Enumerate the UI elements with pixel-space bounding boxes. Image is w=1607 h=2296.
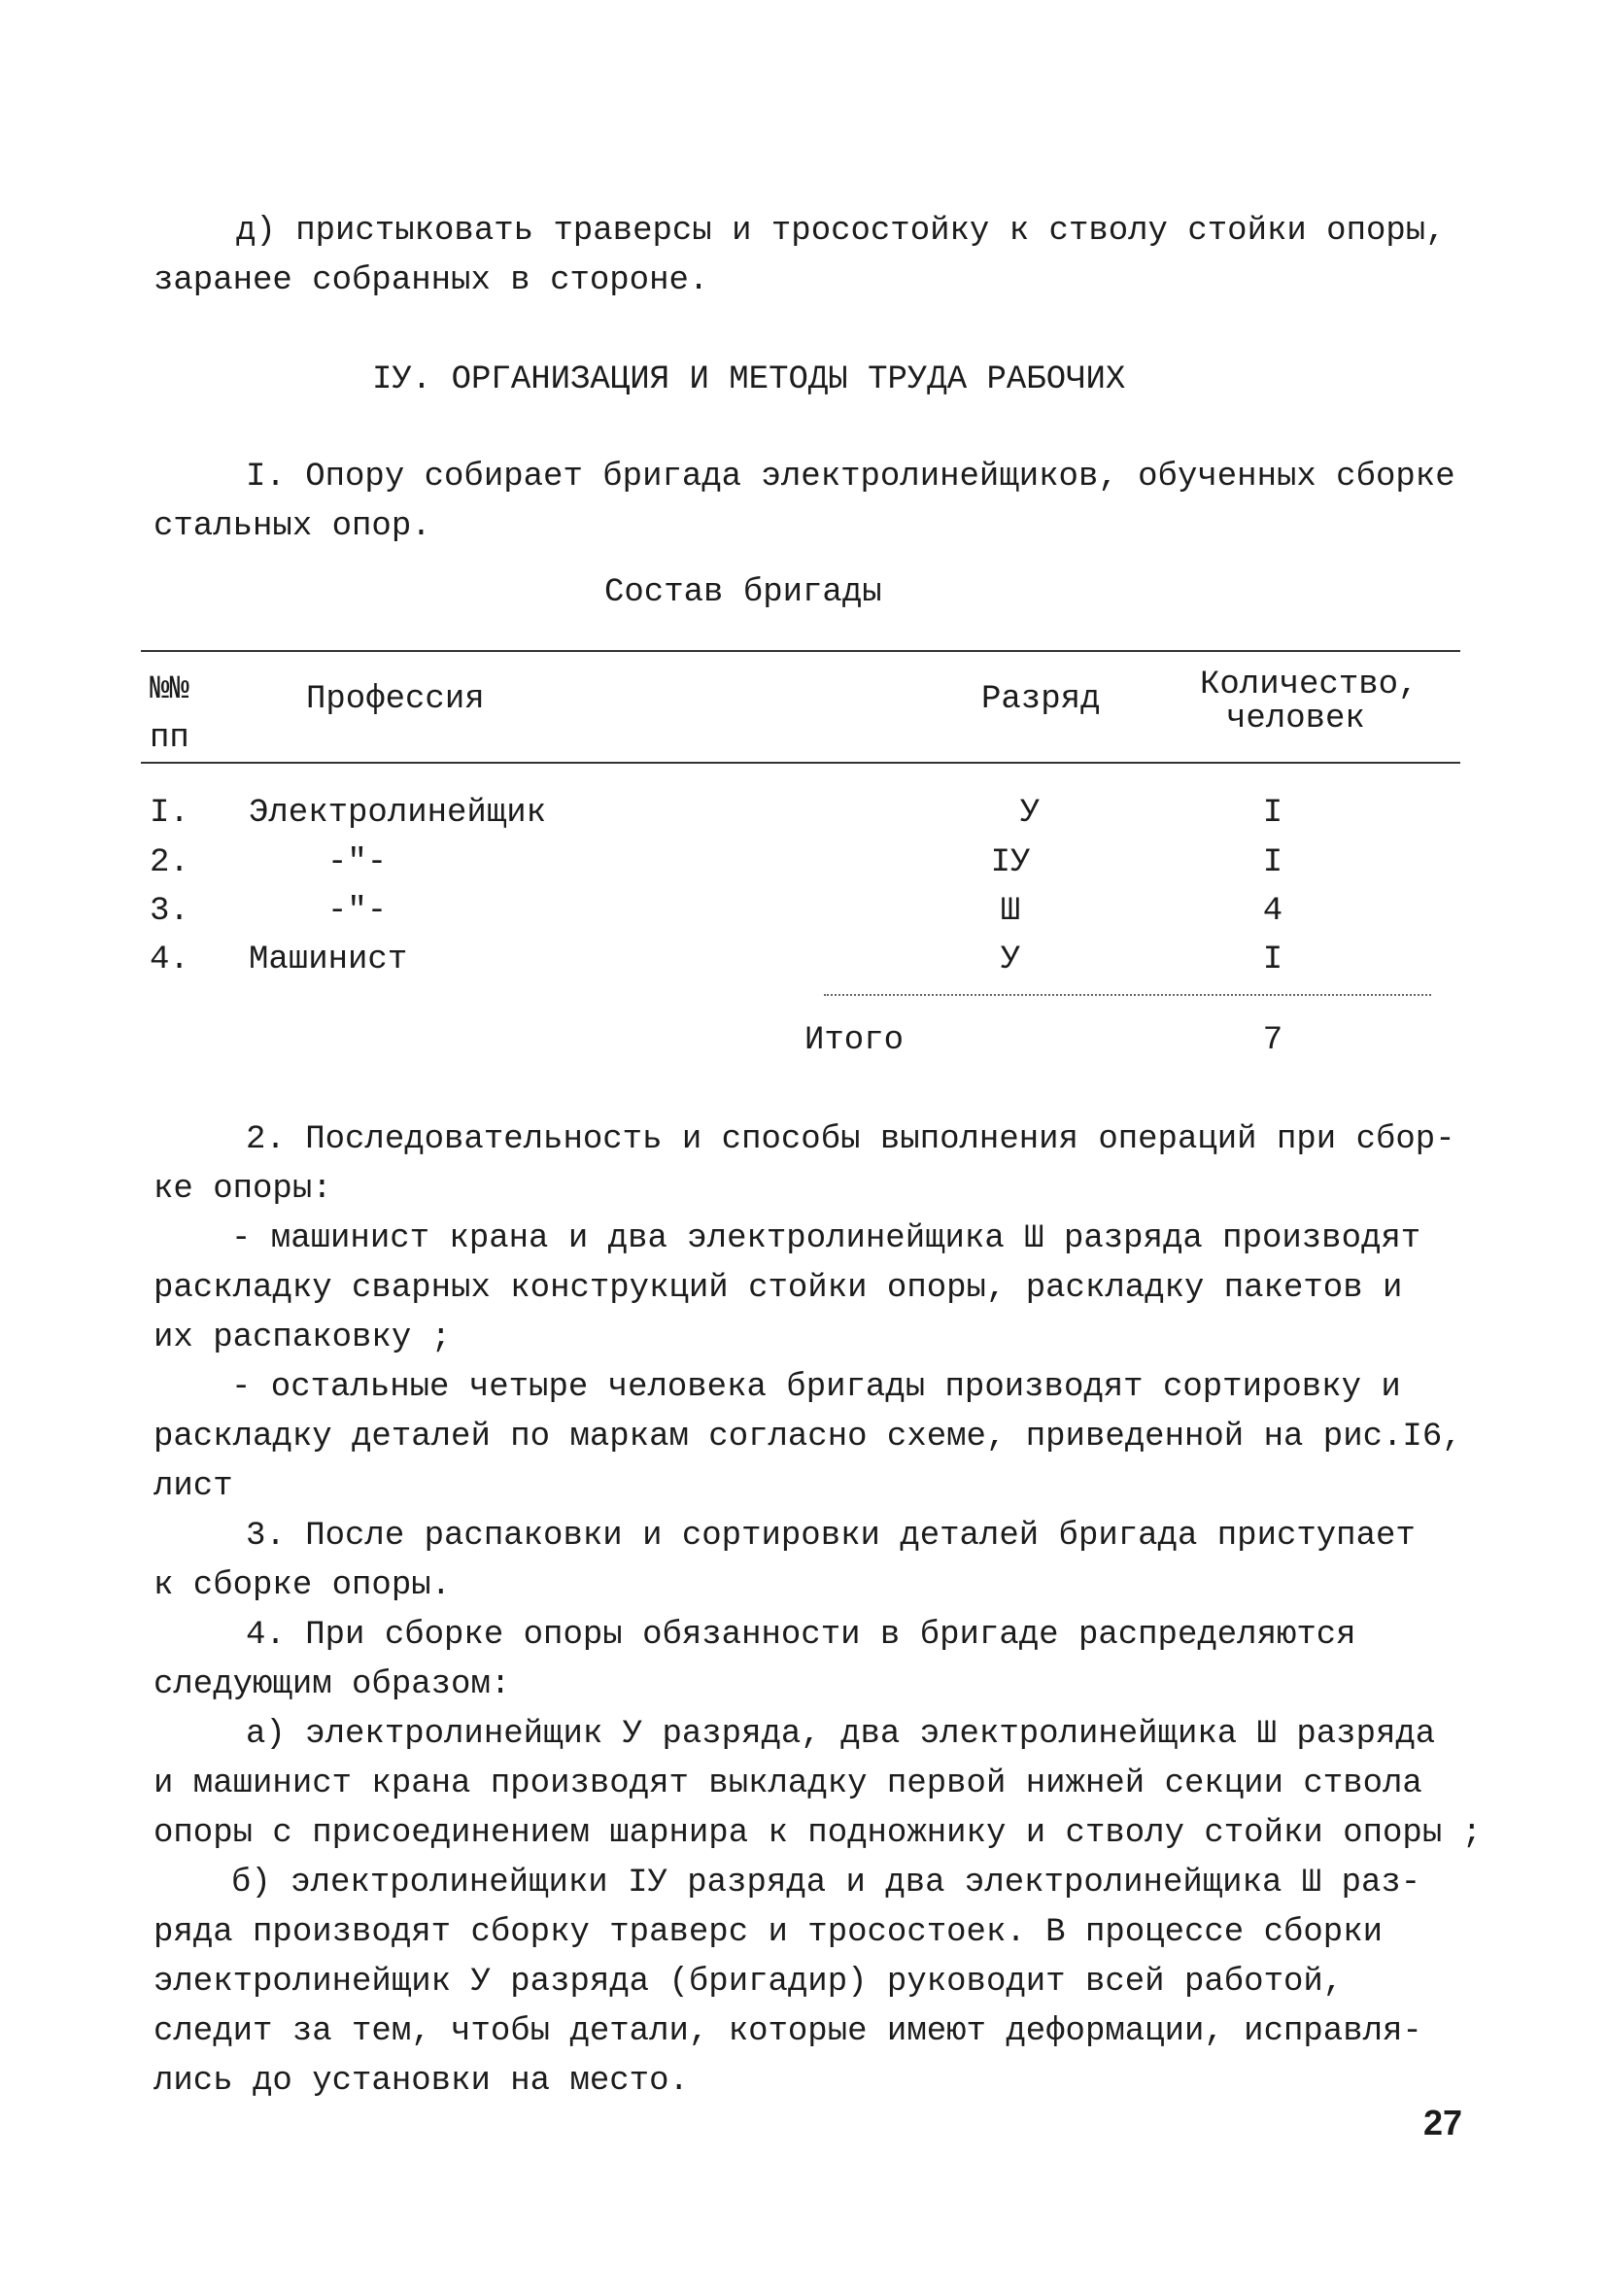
table-row-1-num: I. [150, 795, 189, 832]
table-row-3-count: 4 [1262, 893, 1283, 930]
table-row-4-profession: Машинист [249, 942, 408, 978]
header-count-line-2: человек [1226, 701, 1365, 737]
para1-line-2: стальных опор. [154, 508, 431, 545]
header-count-line-1: Количество, [1200, 667, 1419, 703]
table-top-rule [141, 650, 1460, 652]
table-row-1-count: I [1262, 795, 1283, 832]
table-total-rule [824, 994, 1431, 996]
header-num-line-1: №№ [150, 671, 189, 708]
header-grade: Разряд [981, 681, 1101, 718]
table-row-3-profession: -"- [327, 893, 388, 930]
table-row-3-grade: Ш [1000, 893, 1021, 930]
table-total-label: Итого [804, 1022, 905, 1059]
para4-line-7: ряда производят сборку траверс и тросостоек. В процессе сборки [154, 1914, 1384, 1951]
para4-line-6: б) электролинейщики IУ разряда и два электролинейщика Ш раз- [231, 1865, 1421, 1902]
page-number: 27 [1423, 2103, 1463, 2142]
para1-line-1: I. Опору собирает бригада электролинейщиков, обученных сборке [246, 459, 1455, 496]
para2-line-5: их распаковку ; [154, 1319, 452, 1356]
table-header-rule [141, 762, 1460, 764]
para4-line-3: а) электролинейщик У разряда, два электролинейщика Ш разряда [246, 1716, 1436, 1753]
para3-line-1: 3. После распаковки и сортировки деталей бригада приступает [246, 1518, 1416, 1555]
para4-line-1: 4. При сборке опоры обязанности в бригаде распределяются [246, 1617, 1356, 1654]
para4-line-2: следующим образом: [154, 1666, 511, 1703]
section-heading: IУ. ОРГАНИЗАЦИЯ И МЕТОДЫ ТРУДА РАБОЧИХ [372, 361, 1126, 398]
para3-line-2: к сборке опоры. [154, 1567, 452, 1604]
para2-line-4: раскладку сварных конструкций стойки опоры, раскладку пакетов и [154, 1270, 1403, 1307]
table-row-1-profession: Электролинейщик [249, 795, 547, 832]
intro-line-2: заранее собранных в стороне. [154, 262, 709, 299]
table-row-2-grade: IУ [990, 844, 1031, 881]
para2-line-8: лист [154, 1468, 233, 1505]
table-row-3-num: 3. [150, 893, 189, 930]
para4-line-4: и машинист крана производят выкладку первой нижней секции ствола [154, 1765, 1422, 1802]
header-profession: Профессия [306, 681, 485, 718]
header-num-line-2: пп [150, 720, 189, 757]
para4-line-5: опоры с присоединением шарнира к подножнику и стволу стойки опоры ; [154, 1815, 1483, 1852]
para4-line-8: электролинейщик У разряда (бригадир) руководит всей работой, [154, 1964, 1344, 2001]
table-row-2-num: 2. [150, 844, 189, 881]
table-row-2-profession: -"- [327, 844, 388, 881]
table-row-4-grade: У [1000, 942, 1021, 978]
table-caption: Состав бригады [604, 574, 882, 611]
table-row-4-num: 4. [150, 942, 189, 978]
para2-line-7: раскладку деталей по маркам согласно схеме, приведенной на рис.I6, [154, 1419, 1462, 1456]
table-row-2-count: I [1262, 844, 1283, 881]
table-total-value: 7 [1262, 1022, 1283, 1059]
table-row-4-count: I [1262, 942, 1283, 978]
para2-line-3: - машинист крана и два электролинейщика Ш разряда производят [231, 1220, 1421, 1257]
table-row-1-grade: У [1019, 795, 1041, 832]
para4-line-9: следит за тем, чтобы детали, которые имеют деформации, исправля- [154, 2013, 1422, 2050]
intro-line-1: д) пристыковать траверсы и тросостойку к стволу стойки опоры, [236, 213, 1446, 250]
para2-line-1: 2. Последовательность и способы выполнения операций при сбор- [246, 1121, 1455, 1158]
para2-line-2: ке опоры: [154, 1171, 332, 1208]
para2-line-6: - остальные четыре человека бригады производят сортировку и [231, 1369, 1401, 1406]
para4-line-10: лись до установки на место. [154, 2063, 689, 2100]
